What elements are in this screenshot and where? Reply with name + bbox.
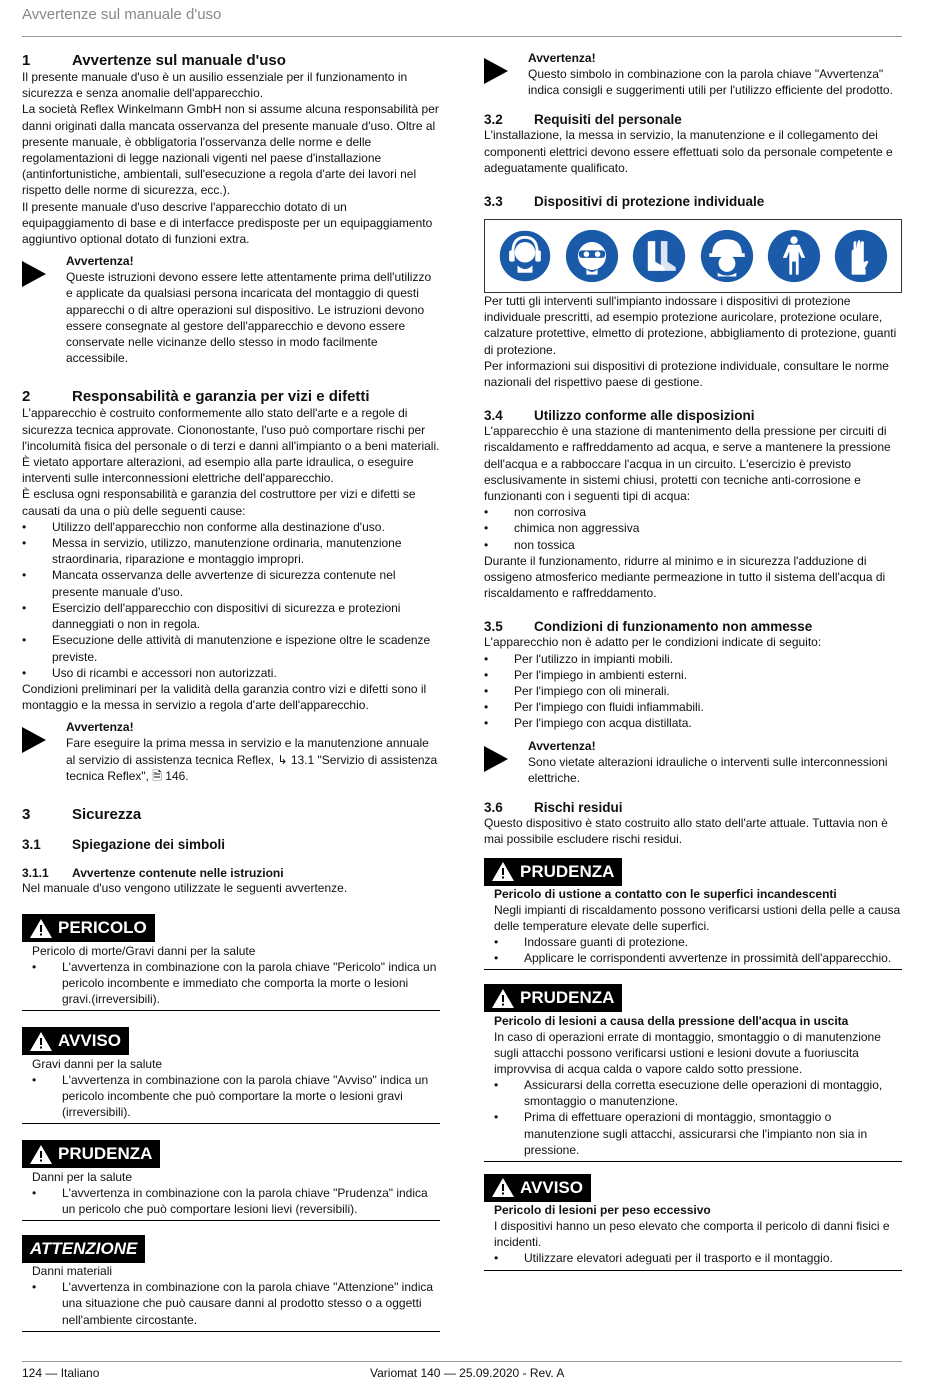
warning-triangle-icon: [30, 1032, 52, 1051]
left-column: [22, 50, 440, 1332]
paragraph: Nel manuale d'uso vengono utilizzate le seguenti avvertenze.: [22, 880, 348, 895]
hazard-label: ATTENZIONE: [22, 1235, 145, 1263]
helmet-icon: [699, 228, 755, 284]
note-title: Avvertenza!: [528, 51, 596, 65]
hazard-subtitle: Danni per la salute: [32, 1169, 133, 1184]
list-item: • non corrosiva: [484, 504, 902, 520]
hazard-label: PERICOLO: [22, 914, 155, 942]
warning-triangle-icon: [492, 989, 514, 1008]
advisory-note: [22, 253, 440, 366]
list-item: • Utilizzo dell'apparecchio non conforme alla destinazione d'uso.: [22, 519, 440, 535]
note-text: Queste istruzioni devono essere lette attentamente prima dell'utilizzo e applicate da qualsiasi persona incaricata del montaggio di questi apparecchi o di altre operazioni sul dispositivo. Le istruzioni devono essere consegnate al gestore dell'apparecchio e devono essere conservate nelle vicinanze dello stesso in modo facilmente accessibile.: [66, 270, 432, 366]
advisory-note: [22, 719, 440, 784]
gloves-icon: [833, 228, 889, 284]
list-item: • Esercizio dell'apparecchio con dispositivi di sicurezza e protezioni danneggiati o non in regola.: [22, 600, 440, 632]
hazard-block-attenzione: [22, 1235, 440, 1332]
hazard-block-burn: [484, 858, 902, 971]
subsection-3-2-heading: 3.2 Requisiti del personale: [484, 112, 682, 128]
running-header: Avvertenze sul manuale d'uso: [22, 6, 222, 23]
note-text: Questo simbolo in combinazione con la parola chiave "Avvertenza" indica consigli e suggerimenti utili per l'utilizzo efficiente del prodotto.: [528, 67, 893, 98]
warning-triangle-icon: [492, 1178, 514, 1197]
hazard-text: Negli impianti di riscaldamento possono verificarsi ustioni della pelle a causa delle temperature elevate delle superfici.: [494, 903, 901, 933]
note-title: Avvertenza!: [66, 720, 134, 735]
safety-boots-icon: [631, 228, 687, 284]
hazard-label: AVVISO: [22, 1027, 129, 1055]
hazard-block-prudenza: [22, 1140, 440, 1221]
hazard-block-pericolo: [22, 914, 440, 1011]
paragraph: L'apparecchio è costruito conformemente allo stato dell'arte e a regole di sicurezza tecnica approvate. Ciononostante, l'uso può comportare rischi per l'incolumità fisica del personale o di terzi e danni all'impianto o a beni materiali.: [22, 406, 440, 453]
section-number: 1: [22, 52, 31, 69]
non-permitted-list: [484, 651, 902, 732]
subsection-3-3-heading: 3.3 Dispositivi di protezione individuale: [484, 194, 765, 210]
note-title: Avvertenza!: [66, 254, 134, 269]
paragraph: Per tutti gli interventi sull'impianto indossare i dispositivi di protezione individuale prescritti, ad esempio protezione auricolare, protezione oculare, calzature protettive, elmetto di protezione, abbigliamento di protezione, guanti di protezione.: [484, 294, 897, 357]
list-item: • Per l'impiego con acqua distillata.: [484, 715, 902, 731]
paragraph: L'installazione, la messa in servizio, la manutenzione e il collegamento dei componenti elettrici devono essere effettuati solo da personale competente e adeguatamente qualificato.: [484, 128, 893, 175]
footer-page-number: 124 — Italiano: [22, 1366, 100, 1380]
note-title: Avvertenza!: [528, 738, 596, 753]
eye-protection-icon: [564, 228, 620, 284]
advisory-note: [484, 738, 902, 786]
paragraph: Questo dispositivo è stato costruito allo stato dell'arte attuale. Tuttavia non è mai possibile escludere rischi residui.: [484, 816, 888, 847]
subsection-3-5-heading: 3.5 Condizioni di funzionamento non ammesse: [484, 619, 813, 635]
list-item: • Indossare guanti di protezione.: [494, 934, 902, 950]
paragraph: L'apparecchio è una stazione di mantenimento della pressione per circuiti di riscaldamento e raffreddamento ad acqua, e serve a mantenere la pressione dell'acqua e a rabboccare l'acqua in un circuito. L'esercizio è previsto esclusivamente in sistemi chiusi, protetti con tecniche anti-corrosione e funzionanti con i seguenti tipi di acqua:: [484, 424, 891, 504]
list-item: • L'avvertenza in combinazione con la parola chiave "Avviso" indica un pericolo incombente che può comportare la morte o lesioni gravi (irreversibili).: [32, 1072, 440, 1121]
paragraph: È esclusa ogni responsabilità e garanzia del costruttore per vizi e difetti se causati da una o più delle seguenti cause:: [22, 487, 416, 518]
list-item: • Esecuzione delle attività di manutenzione e ispezione oltre le scadenze previste.: [22, 632, 440, 664]
subsection-3-1-heading: 3.1 Spiegazione dei simboli: [22, 836, 226, 852]
advisory-note: [484, 50, 902, 98]
arrow-icon: [484, 738, 528, 786]
section-2-heading: [22, 388, 440, 405]
list-item: • L'avvertenza in combinazione con la parola chiave "Prudenza" indica un pericolo che può comportare lesioni lievi (reversibili).: [32, 1185, 440, 1217]
list-item: • non tossica: [484, 537, 902, 553]
list-item: • Per l'impiego con oli minerali.: [484, 683, 902, 699]
paragraph: Condizioni preliminari per la validità della garanzia contro vizi e difetti sono il montaggio e la messa in servizio a regola d'arte dell'apparecchio.: [22, 681, 427, 713]
list-item: • Per l'utilizzo in impianti mobili.: [484, 651, 902, 667]
arrow-icon: [22, 719, 66, 784]
paragraph: Durante il funzionamento, ridurre al minimo e in sicurezza l'adduzione di ossigeno atmosferico mediante permeazione in tutto il sistema dell'acqua di riscaldamento e raffreddamento.: [484, 553, 886, 601]
list-item: • Uso di ricambi e accessori non autorizzati.: [22, 665, 440, 681]
subsection-3-1-1-heading: 3.1.1 Avvertenze contenute nelle istruzioni: [22, 865, 284, 880]
list-item: • Utilizzare elevatori adeguati per il trasporto e il montaggio.: [494, 1250, 902, 1266]
warning-triangle-icon: [30, 919, 52, 938]
section-1-heading: [22, 52, 440, 69]
paragraph: Il presente manuale d'uso descrive l'apparecchio dotato di un equipaggiamento di base e di interfacce predisposte per un equipaggiamento aggiuntivo optional dotato di funzioni extra.: [22, 199, 433, 247]
note-text: Fare eseguire la prima messa in servizio e la manutenzione annuale al servizio di assistenza tecnica Reflex, ↳ 13.1 "Servizio di assistenza tecnica Reflex", 🗎 146.: [66, 736, 438, 783]
hazard-subtitle: Gravi danni per la salute: [32, 1056, 163, 1071]
arrow-icon: [484, 50, 528, 98]
hazard-block-avviso: [22, 1027, 440, 1124]
hazard-label: PRUDENZA: [22, 1140, 160, 1168]
hazard-block-pressure: [484, 984, 902, 1162]
right-column: [484, 50, 902, 1271]
list-item: • Per l'impiego in ambienti esterni.: [484, 667, 902, 683]
footer-rule: [22, 1361, 902, 1362]
hazard-subtitle: Pericolo di lesioni a causa della pressione dell'acqua in uscita: [494, 1013, 849, 1028]
section-title: Sicurezza: [72, 805, 142, 823]
hazard-subtitle: Pericolo di lesioni per peso eccessivo: [494, 1203, 711, 1218]
section-number: 2: [22, 388, 31, 406]
list-item: • Mancata osservanza delle avvertenze di sicurezza contenute nel presente manuale d'uso.: [22, 567, 440, 599]
list-item: • Prima di effettuare operazioni di montaggio, smontaggio o manutenzione sugli attacchi, assicurarsi che l'impianto non sia in pressione.: [494, 1109, 902, 1158]
cause-list: [22, 519, 440, 681]
list-item: • L'avvertenza in combinazione con la parola chiave "Attenzione" indica una situazione che può causare danni al prodotto stesso o a oggetti nell'ambiente circostante.: [32, 1279, 440, 1328]
subsection-3-6-heading: 3.6 Rischi residui: [484, 800, 623, 816]
page-icon: 🗎: [152, 768, 162, 783]
section-number: 3: [22, 805, 31, 823]
protective-clothing-icon: [766, 228, 822, 284]
cross-reference-icon: ↳: [277, 752, 288, 767]
list-item: • Per l'impiego con fluidi infiammabili.: [484, 699, 902, 715]
paragraph: È vietato apportare alterazioni, ad esempio alla parte idraulica, o eseguire interventi sulle interconnessioni elettriche dell'apparecchio.: [22, 455, 414, 486]
water-type-list: [484, 504, 902, 553]
paragraph: La società Reflex Winkelmann GmbH non si assume alcuna responsabilità per danni originati dalla mancata osservanza del presente manuale d'uso. Oltre al presente manuale, è obbligatoria l'osservanza delle norme e delle regolamentazioni di legge nazionali vigenti nel paese d'installazione (antinfortunistiche, ambientali, sull'esecuzione a regola d'arte dei lavori nel rispetto delle norme di sicurezza, ecc.).: [22, 102, 439, 198]
arrow-icon: [22, 253, 66, 366]
paragraph: L'apparecchio non è adatto per le condizioni indicate di seguito:: [484, 635, 822, 650]
section-3-heading: [22, 806, 440, 823]
hazard-label: PRUDENZA: [484, 984, 622, 1012]
hazard-text: In caso di operazioni errate di montaggio, smontaggio o di manutenzione sugli attacchi possono verificarsi ustioni e lesioni dovute a fuoriuscita improvvisa di acqua calda o vapore caldo sotto pressione.: [494, 1029, 881, 1076]
footer-document-id: Variomat 140 — 25.09.2020 - Rev. A: [370, 1366, 565, 1380]
list-item: • Assicurarsi della corretta esecuzione delle operazioni di montaggio, smontaggio o manutenzione.: [494, 1077, 902, 1109]
header-rule: [22, 36, 902, 37]
list-item: • chimica non aggressiva: [484, 520, 902, 536]
warning-triangle-icon: [492, 862, 514, 881]
ppe-symbol-strip: [484, 219, 902, 293]
list-item: • L'avvertenza in combinazione con la parola chiave "Pericolo" indica un pericolo incombente e immediato che comporta la morte o lesioni gravi.(irreversibili).: [32, 959, 440, 1008]
hazard-subtitle: Pericolo di morte/Gravi danni per la salute: [32, 943, 256, 958]
subsection-3-4-heading: 3.4 Utilizzo conforme alle disposizioni: [484, 408, 755, 424]
hazard-label: PRUDENZA: [484, 858, 622, 886]
ear-protection-icon: [497, 228, 553, 284]
paragraph: Il presente manuale d'uso è un ausilio essenziale per il funzionamento in sicurezza e senza anomalie dell'apparecchio.: [22, 70, 408, 101]
hazard-label: AVVISO: [484, 1174, 591, 1202]
section-title: Responsabilità e garanzia per vizi e difetti: [72, 388, 370, 406]
note-text: Sono vietate alterazioni idrauliche o interventi sulle interconnessioni elettriche.: [528, 754, 888, 785]
list-item: • Applicare le corrispondenti avvertenze in prossimità dell'apparecchio.: [494, 950, 902, 966]
list-item: • Messa in servizio, utilizzo, manutenzione ordinaria, manutenzione straordinaria, riparazione e montaggio impropri.: [22, 535, 440, 567]
hazard-subtitle: Danni materiali: [32, 1264, 113, 1279]
hazard-text: I dispositivi hanno un peso elevato che comporta il pericolo di danni fisici e incidenti.: [494, 1219, 890, 1250]
section-title: Avvertenze sul manuale d'uso: [72, 52, 286, 69]
hazard-subtitle: Pericolo di ustione a contatto con le superfici incandescenti: [494, 887, 837, 901]
warning-triangle-icon: [30, 1145, 52, 1164]
hazard-block-weight: [484, 1174, 902, 1271]
paragraph: Per informazioni sui dispositivi di protezione individuale, consultare le norme nazionali del rispettivo paese di gestione.: [484, 358, 889, 390]
cross-reference-link[interactable]: 13.1 "Servizio di assistenza tecnica Reflex",: [66, 752, 438, 783]
